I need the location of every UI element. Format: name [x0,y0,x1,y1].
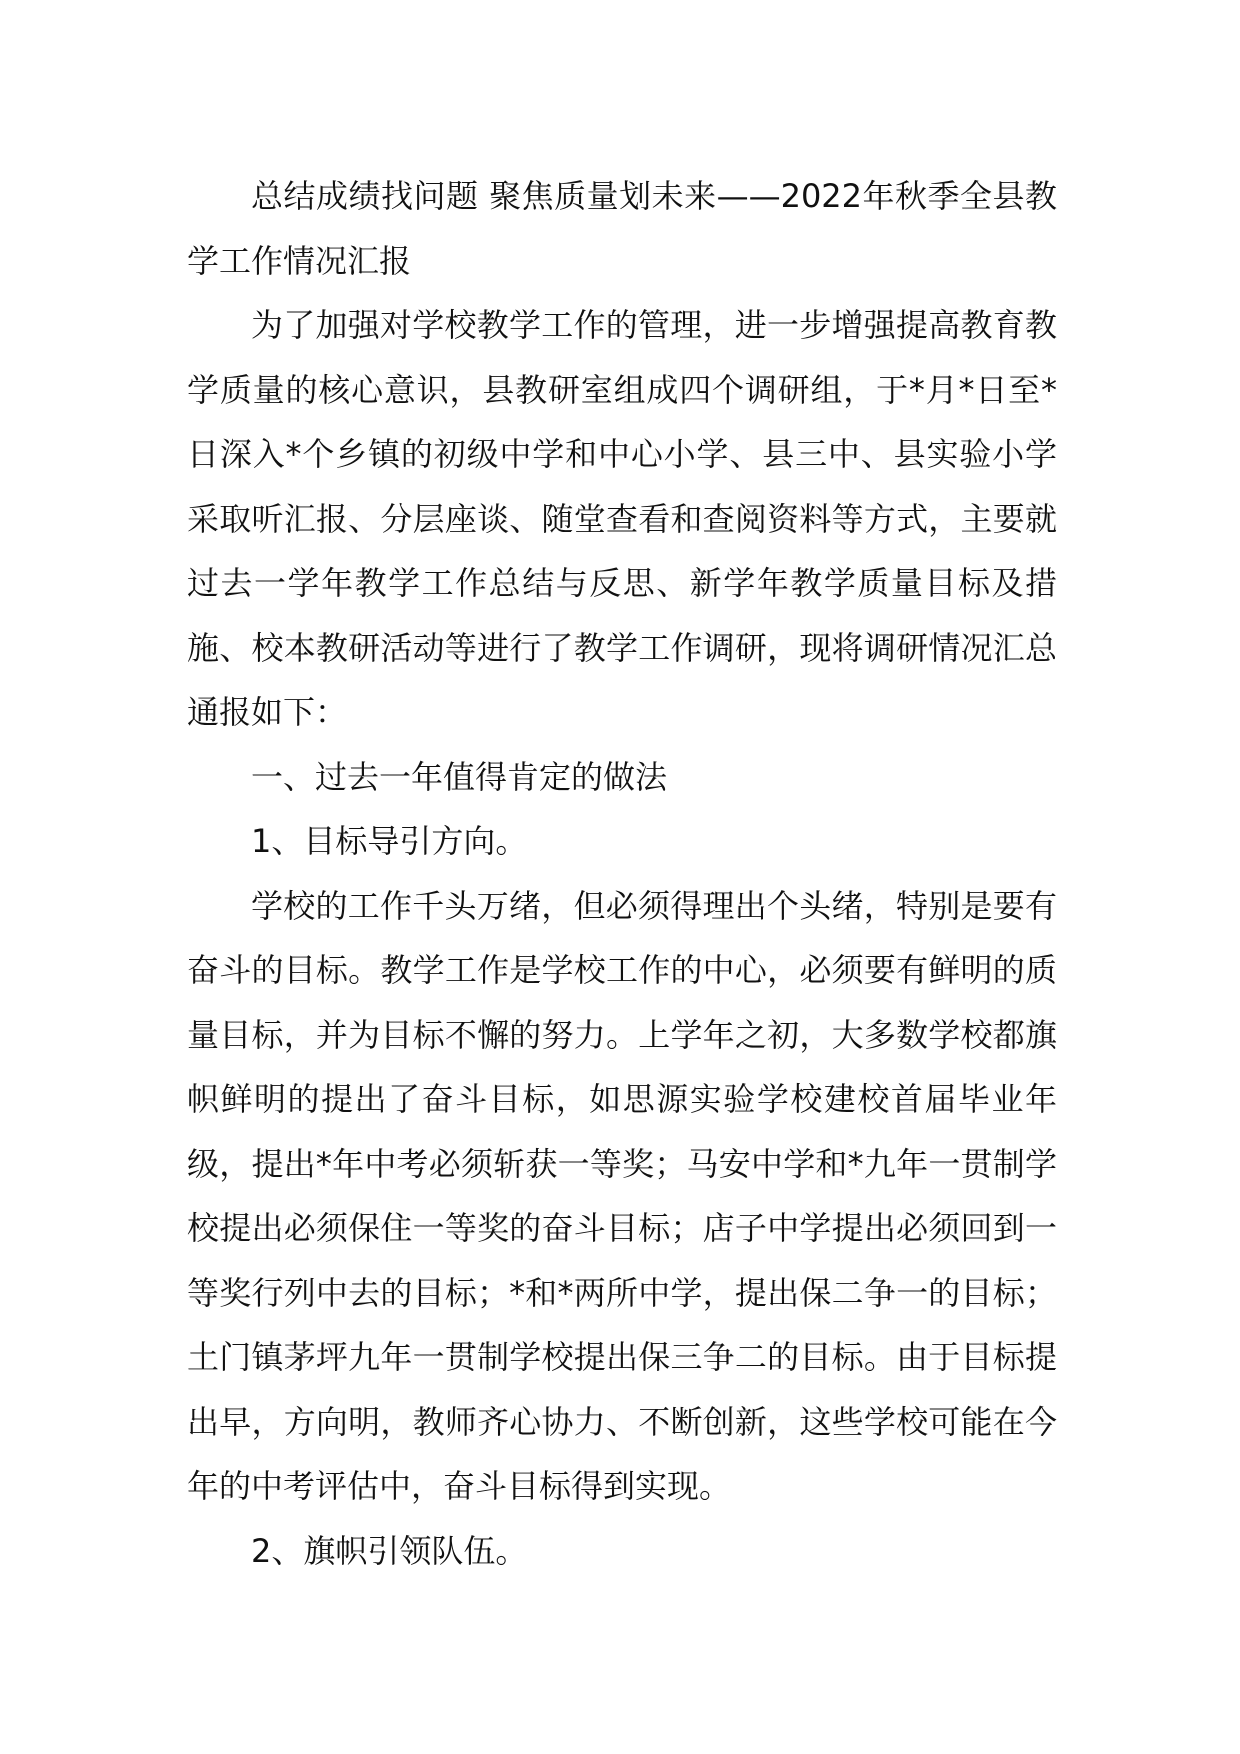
body-paragraph-1: 学校的工作千头万绪，但必须得理出个头绪，特别是要有奋斗的目标。教学工作是学校工作的中心，必须要有鲜明的质量目标，并为目标不懈的努力。上学年之初，大多数学校都旗帜鲜明的提出了奋斗目标，如思源实验学校建校首届毕业年级，提出*年中考必须斩获一等奖；马安中学和*九年一贯制学校提出必须保住一等奖的奋斗目标；店子中学提出必须回到一等奖行列中去的目标；*和*两所中学，提出保二争一的目标；土门镇茅坪九年一贯制学校提出保三争二的目标。由于目标提出早，方向明，教师齐心协力、不断创新，这些学校可能在今年的中考评估中，奋斗目标得到实现。 [187,886,1057,1505]
subsection-heading-2: 2、旗帜引领队伍。 [251,1531,528,1570]
document-title: 总结成绩找问题 聚焦质量划未来——2022年秋季全县教学工作情况汇报 [187,177,1057,280]
subsection-heading-1: 1、目标导引方向。 [251,822,528,860]
document-body [187,164,1057,1583]
intro-paragraph: 为了加强对学校教学工作的管理，进一步增强提高教育教学质量的核心意识，县教研室组成四个调研组，于*月*日至*日深入*个乡镇的初级中学和中心小学、县三中、县实验小学采取听汇报、分层座谈、随堂查看和查阅资料等方式，主要就过去一学年教学工作总结与反思、新学年教学质量目标及措施、校本教研活动等进行了教学工作调研，现将调研情况汇总通报如下： [187,306,1057,731]
section-heading-1: 一、过去一年值得肯定的做法 [251,757,668,796]
